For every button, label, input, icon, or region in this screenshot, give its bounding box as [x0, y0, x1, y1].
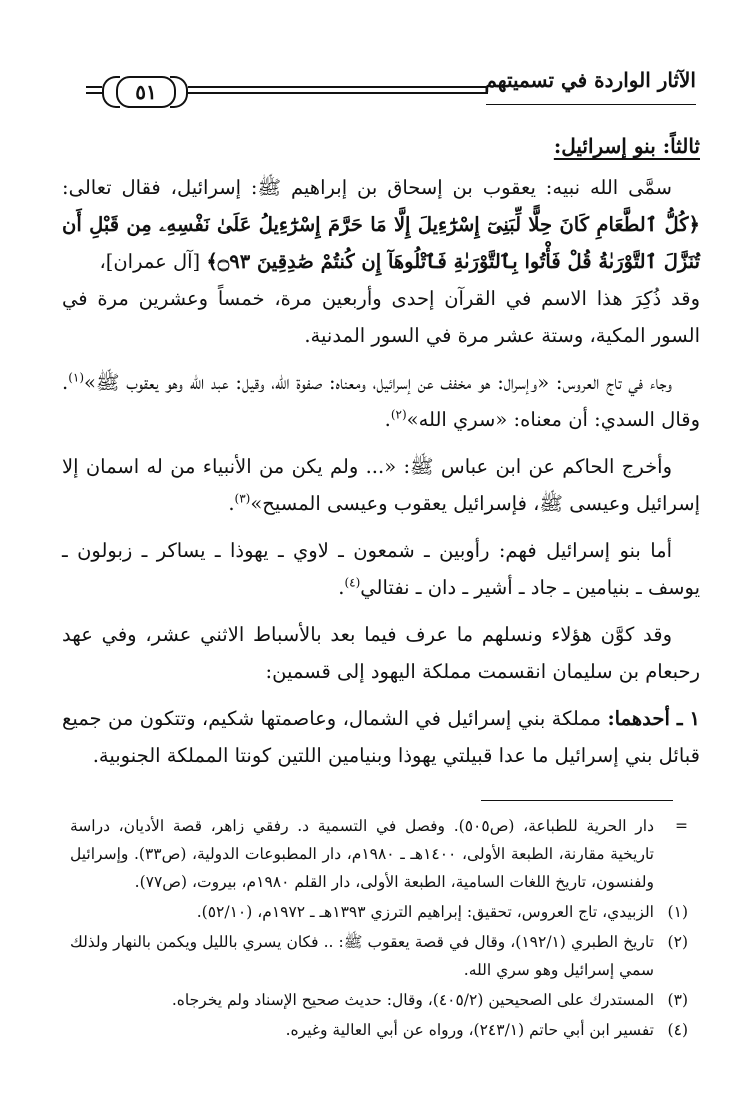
footnote-mark: =	[675, 817, 688, 835]
footnote-text: تفسير ابن أبي حاتم (٢٤٣/١)، ورواه عن أبي العالية وغيره.	[285, 1021, 654, 1039]
footnote-3	[70, 986, 688, 1014]
footnote-text: دار الحرية للطباعة، (ص٥٠٥). وفصل في التسمية د. رفقي زاهر، قصة الأديان، دراسة تاريخية مقارنة، الطبعة الأولى، ١٤٠٠هـ ـ ١٩٨٠م، دار المطبوعات الدولية، (ص٣٣). وإسرائيل ولفنسون، تاريخ اللغات السامية، الطبعة الأولى، دار القلم ١٩٨٠م، بيروت، (ص٧٧).	[70, 817, 654, 891]
footnote-4	[70, 1016, 688, 1044]
footnote-ref-3: (٣)	[234, 491, 251, 506]
footnote-continued	[70, 812, 688, 896]
paragraph-3: وجاء في تاج العروس: «وإسرال: هو مخفف عن إسرائيل، ومعناه: صفوة الله، وقيل: عبد الله وهو يعقوب ﷺ»$^{(١)}$. وقال السدي: أن معناه: «سري الله»$^{(٢)}$.	[62, 370, 700, 431]
running-title: الآثار الواردة في تسميتهم	[484, 68, 696, 92]
footnote-ref-1: (١)	[68, 370, 85, 385]
page-number: ٥١	[116, 76, 176, 108]
footnotes	[70, 812, 688, 1046]
title-underline	[486, 104, 696, 105]
header-rule-right-2	[188, 92, 488, 94]
page-header	[86, 68, 696, 112]
paragraph-4: وأخرج الحاكم عن ابن عباس ﷺ: «... ولم يكن من الأنبياء من له اسمان إلا إسرائيل وعيسى ﷺ، فإسرائيل يعقوب وعيسى المسيح»$^{(٣)}$.	[62, 455, 700, 515]
footnote-ref-4: (٤)	[344, 575, 361, 590]
paragraph-5: أما بنو إسرائيل فهم: رأوبين ـ شمعون ـ لاوي ـ يهوذا ـ يساكر ـ زبولون ـ يوسف ـ بنيامين ـ جاد ـ أشير ـ دان ـ نفتالي$^{(٤)}$.	[62, 539, 700, 599]
header-rule-left-2	[86, 92, 102, 94]
paragraph-1: سمَّى الله نبيه: يعقوب بن إسحاق بن إبراهيم ﷺ: إسرائيل، فقال تعالى: ﴿كُلُّ ٱلطَّعَامِ كَانَ حِلًّا لِّبَنِىٓ إِسْرَٰٓءِيلَ إِلَّا مَا حَرَّمَ إِسْرَٰٓءِيلُ عَلَىٰ نَفْسِهِۦ مِن قَبْلِ أَن تُنَزَّلَ ٱلتَّوْرَىٰةُ قُلْ فَأْتُوا بِٱلتَّوْرَىٰةِ فَٱتْلُوهَآ إِن كُنتُمْ صَٰدِقِينَ ۝٩٣﴾ [آل عمران]،	[62, 176, 700, 273]
footnote-separator	[481, 800, 673, 801]
quran-verse: ﴿كُلُّ ٱلطَّعَامِ كَانَ حِلًّا لِّبَنِىٓ إِسْرَٰٓءِيلَ إِلَّا مَا حَرَّمَ إِسْرَٰٓءِيلُ عَلَىٰ نَفْسِهِۦ مِن قَبْلِ أَن تُنَزَّلَ ٱلتَّوْرَىٰةُ قُلْ فَأْتُوا بِٱلتَّوْرَىٰةِ فَٱتْلُوهَآ إِن كُنتُمْ صَٰدِقِينَ ۝٩٣﴾	[62, 213, 700, 273]
header-rule-right	[188, 86, 488, 88]
section-title: ثالثاً: بنو إسرائيل:	[553, 134, 700, 158]
list-item-label: ١ ـ أحدهما:	[607, 707, 700, 730]
paragraph-6: وقد كوَّن هؤلاء ونسلهم ما عرف فيما بعد بالأسباط الاثني عشر، وفي عهد رحبعام بن سليمان انقسمت مملكة اليهود إلى قسمين:	[62, 623, 700, 683]
footnote-mark: (٢)	[667, 933, 688, 951]
footnote-mark: (١)	[667, 903, 688, 921]
footnote-ref-2: (٢)	[390, 407, 407, 422]
page-number-frame-right	[170, 76, 188, 108]
paragraph-2: وقد ذُكِرَ هذا الاسم في القرآن إحدى وأربعين مرة، خمساً وعشرين مرة في السور المكية، وستة عشر مرة في السور المدنية.	[62, 287, 700, 347]
footnote-text: تاريخ الطبري (١٩٢/١)، وقال في قصة يعقوب ﷺ: .. فكان يسري بالليل ويكمن بالنهار ولذلك سمي إسرائيل وهو سري الله.	[70, 933, 654, 979]
footnote-mark: (٣)	[667, 991, 688, 1009]
footnote-2	[70, 928, 688, 984]
footnote-text: المستدرك على الصحيحين (٤٠٥/٢)، وقال: حديث صحيح الإسناد ولم يخرجاه.	[171, 991, 654, 1009]
main-text	[62, 128, 700, 774]
paragraph-7: ١ ـ أحدهما: مملكة بني إسرائيل في الشمال، وعاصمتها شكيم، وتتكون من جميع قبائل بني إسرائيل ما عدا قبيلتي يهوذا وبنيامين اللتين كونتا المملكة الجنوبية.	[62, 707, 700, 767]
footnote-text: الزبيدي، تاج العروس، تحقيق: إبراهيم الترزي ١٣٩٣هـ ـ ١٩٧٢م، (٥٢/١٠).	[196, 903, 654, 921]
footnote-1	[70, 898, 688, 926]
footnote-mark: (٤)	[667, 1021, 688, 1039]
header-rule-left	[86, 86, 102, 88]
